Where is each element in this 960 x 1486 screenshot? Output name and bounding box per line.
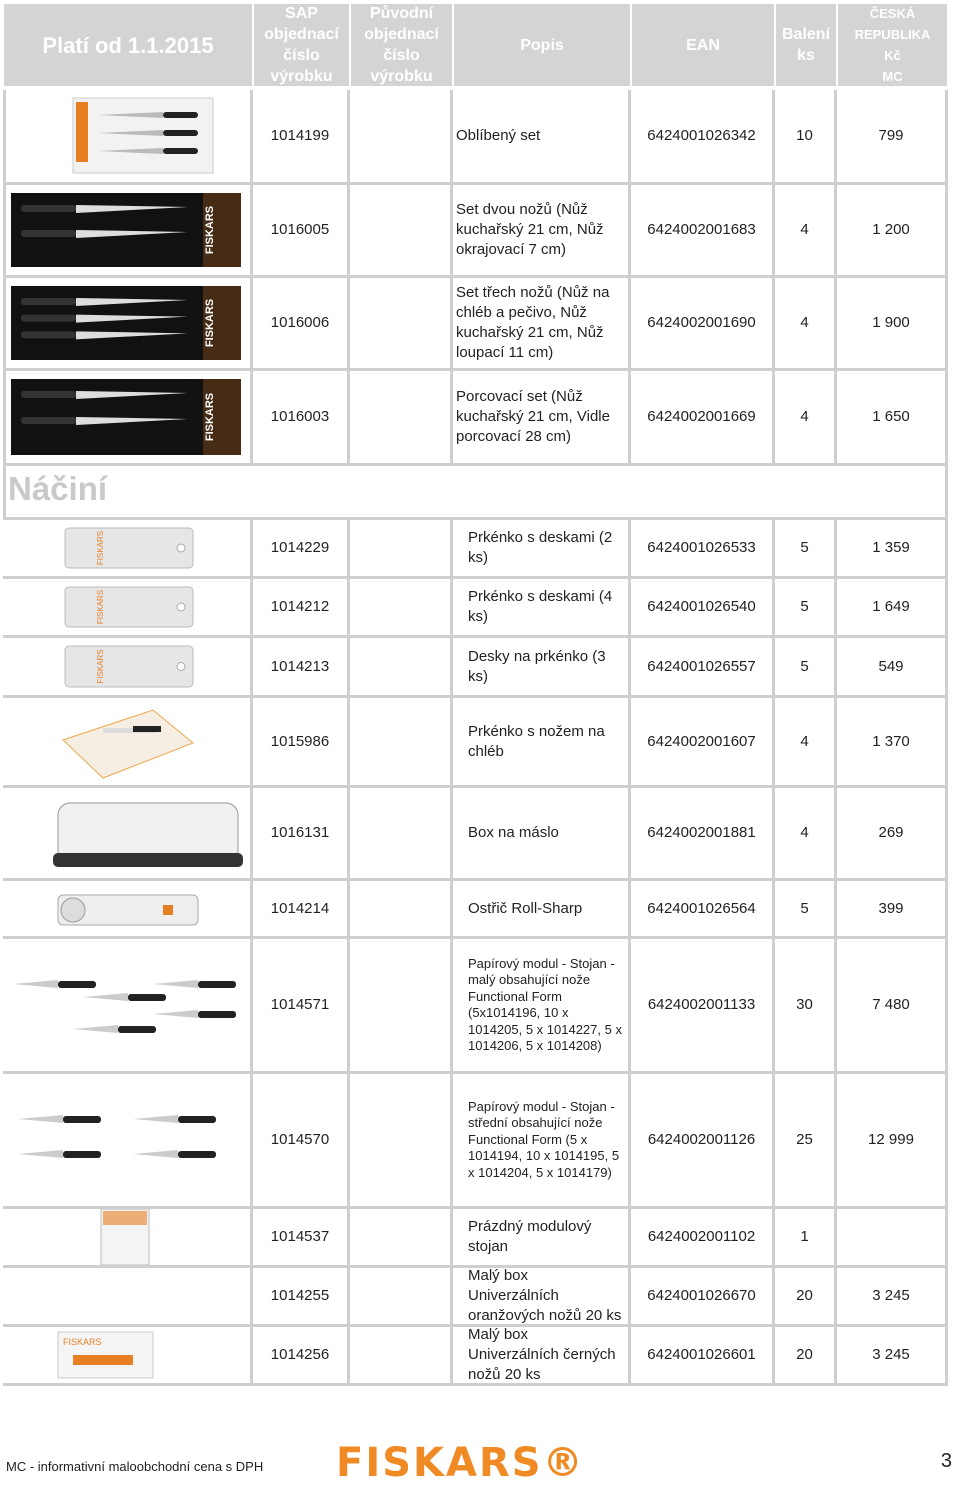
product-image: [3, 90, 253, 185]
sap-number: [253, 638, 350, 698]
sap-number-text: 1014213: [270, 657, 330, 675]
pack-size: [775, 1327, 837, 1386]
description-text: Ostřič Roll-Sharp: [468, 899, 583, 917]
product-image-stand: [3, 1209, 250, 1265]
ean: [631, 1074, 775, 1209]
product-image: [3, 939, 253, 1074]
product-image: [3, 371, 253, 466]
description: [453, 520, 631, 579]
price-text: 12 999: [868, 1131, 914, 1148]
pack-size: [775, 939, 837, 1074]
svg-text:FISKARS: FISKARS: [204, 298, 216, 348]
product-image: [3, 788, 253, 881]
product-image-board: [3, 579, 250, 635]
ean-text: 6424001026557: [647, 657, 756, 675]
sap-number-header: SAP objednací číslo výrobku: [253, 3, 350, 87]
ean-text: 6424002001669: [647, 408, 756, 425]
original-number: [350, 1268, 453, 1327]
price: [837, 278, 948, 371]
original-number: [350, 371, 453, 466]
price-text: 1 649: [872, 598, 910, 615]
svg-text:FISKARS: FISKARS: [96, 589, 105, 625]
svg-text:FISKARS: FISKARS: [204, 392, 216, 442]
product-image-two-knife-pack: [3, 185, 250, 275]
ean: [631, 579, 775, 638]
product-image-carving-pack: [3, 371, 250, 463]
price-text: 1 200: [872, 221, 910, 238]
pack-size: [775, 90, 837, 185]
pack-size-text: 5: [800, 657, 809, 675]
description-text: Oblíbený set: [456, 127, 541, 144]
description-text: Malý box Univerzálních černých nožů 20 ks: [468, 1326, 616, 1383]
description: [453, 278, 631, 371]
sap-number-text: 1015986: [270, 732, 330, 750]
price-text: 1 359: [872, 539, 910, 556]
ean: [631, 90, 775, 185]
table-header: [0, 0, 960, 90]
ean-text: 6424002001133: [647, 996, 756, 1013]
page-number: 3: [940, 1450, 952, 1472]
description-text: Prkénko s nožem na chléb: [468, 722, 605, 760]
pack-size: [775, 1074, 837, 1209]
product-image-board: [3, 520, 250, 576]
sap-number: [253, 278, 350, 371]
description-text: Porcovací set (Nůž kuchařský 21 cm, Vidle porcovací 28 cm): [456, 388, 610, 445]
ean-text: 6424002001102: [647, 1228, 756, 1245]
price: [837, 579, 948, 638]
ean-text: 6424001026564: [647, 899, 756, 917]
pack-size: [775, 520, 837, 579]
ean-text: 6424001026540: [647, 598, 756, 615]
price-text: 799: [878, 127, 904, 144]
product-image: [3, 278, 253, 371]
original-number: [350, 939, 453, 1074]
description-text: Malý box Univerzálních oranžových nožů 20 ks: [468, 1267, 622, 1324]
ean-text: 6424001026342: [647, 127, 756, 144]
pack-size: [775, 371, 837, 466]
description: [453, 939, 631, 1074]
sap-number: [253, 698, 350, 788]
section-title: Náčiní: [8, 470, 108, 507]
svg-text:FISKARS: FISKARS: [96, 530, 105, 566]
pack-size-text: 4: [800, 314, 809, 331]
original-number: [350, 698, 453, 788]
description-text: Box na máslo: [468, 824, 559, 841]
price: [837, 939, 948, 1074]
original-number: [350, 1209, 453, 1268]
description: [453, 1268, 631, 1327]
ean: [631, 638, 775, 698]
product-image: [3, 1209, 253, 1268]
product-image-small-box: [3, 1327, 250, 1383]
product-image: [3, 185, 253, 278]
pack-size: [775, 579, 837, 638]
price: [837, 1074, 948, 1209]
currency-label: Kč: [884, 48, 901, 63]
description-text: Prkénko s deskami (4 ks): [468, 588, 613, 625]
sap-number-text: 1014212: [270, 598, 330, 615]
price-text: 3 245: [872, 1346, 910, 1363]
ean-text: 6424002001881: [647, 824, 756, 841]
valid-from-header: Platí od 1.1.2015: [3, 3, 253, 87]
ean: [631, 371, 775, 466]
ean: [631, 939, 775, 1074]
ean: [631, 278, 775, 371]
pack-size: [775, 1209, 837, 1268]
price-text: 1 650: [872, 408, 910, 425]
ean-text: 6424001026601: [647, 1346, 756, 1363]
pack-size-text: 4: [800, 408, 809, 425]
sap-number: [253, 881, 350, 939]
pack-size-text: 4: [800, 221, 809, 238]
product-image-knives-4: [3, 939, 250, 1071]
sap-number: [253, 939, 350, 1074]
price: [837, 1209, 948, 1268]
svg-text:FISKARS: FISKARS: [96, 649, 105, 684]
svg-text:FISKARS: FISKARS: [204, 205, 216, 255]
product-image: [3, 698, 253, 788]
sap-number: [253, 788, 350, 881]
ean-header: EAN: [631, 3, 775, 87]
original-number: [350, 638, 453, 698]
original-number-header: Původní objednací číslo výrobku: [350, 3, 453, 87]
sap-number-text: 1014256: [270, 1346, 330, 1363]
price-text: 1 900: [872, 314, 910, 331]
sap-number: [253, 185, 350, 278]
sap-number-text: 1014255: [270, 1287, 330, 1304]
ean-text: 6424002001683: [647, 221, 756, 238]
ean-text: 6424001026670: [647, 1287, 756, 1304]
ean: [631, 520, 775, 579]
pack-size-text: 5: [800, 539, 809, 556]
sap-number: [253, 1327, 350, 1386]
description: [453, 1209, 631, 1268]
ean: [631, 881, 775, 939]
original-number: [350, 520, 453, 579]
pack-size-text: 4: [800, 732, 809, 750]
pack-size-text: 10: [796, 127, 813, 144]
price-text: 3 245: [872, 1287, 910, 1304]
original-number: [350, 1327, 453, 1386]
description: [453, 185, 631, 278]
description-text: Prkénko s deskami (2 ks): [468, 529, 613, 566]
pack-size: [775, 788, 837, 881]
sap-number-text: 1016131: [270, 824, 330, 841]
table-left-border: [3, 90, 6, 466]
product-image: [3, 520, 253, 579]
price: [837, 881, 948, 939]
ean: [631, 698, 775, 788]
sap-number: [253, 520, 350, 579]
product-image: [3, 1327, 253, 1386]
pack-size: [775, 881, 837, 939]
product-image-board-knife: [3, 698, 250, 785]
price-header: [837, 3, 948, 87]
ean: [631, 1268, 775, 1327]
product-image: [3, 881, 253, 939]
description: [453, 698, 631, 788]
price: [837, 638, 948, 698]
product-image-board: [3, 638, 250, 695]
price: [837, 371, 948, 466]
sap-number-text: 1016003: [270, 408, 330, 425]
product-image: [3, 1074, 253, 1209]
section-divider: [3, 466, 948, 520]
price: [837, 1327, 948, 1386]
ean: [631, 1209, 775, 1268]
sap-number-text: 1016005: [270, 221, 330, 238]
sap-number: [253, 1209, 350, 1268]
original-number: [350, 579, 453, 638]
footer-note: MC - informativní maloobchodní cena s DPH: [6, 1459, 264, 1474]
description-text: Set třech nožů (Nůž na chléb a pečivo, Nůž kuchařský 21 cm, Nůž loupací 11 cm): [456, 284, 610, 361]
original-number: [350, 788, 453, 881]
price: [837, 788, 948, 881]
product-image-butter-box: [3, 788, 250, 878]
description-text: Papírový modul - Stojan - střední obsahující nože Functional Form (5 x 1014194, 10 x 1014195, 5 x 1014204, 5 x 1014179): [468, 1098, 620, 1180]
price-text: 269: [878, 824, 904, 841]
ean: [631, 1327, 775, 1386]
ean-text: 6424002001690: [647, 314, 756, 331]
description-text: Desky na prkénko (3 ks): [468, 647, 606, 685]
product-image: [3, 638, 253, 698]
price: [837, 90, 948, 185]
pack-size-text: 20: [796, 1287, 813, 1304]
description-text: Set dvou nožů (Nůž kuchařský 21 cm, Nůž okrajovací 7 cm): [456, 201, 604, 258]
pack-size-text: 20: [796, 1346, 813, 1363]
sap-number: [253, 579, 350, 638]
price: [837, 1268, 948, 1327]
price: [837, 185, 948, 278]
product-image-knives-3: [3, 1074, 250, 1206]
pack-size-text: 5: [800, 899, 809, 917]
svg-text:FISKARS: FISKARS: [63, 1337, 102, 1347]
price: [837, 698, 948, 788]
sap-number-text: 1014229: [270, 539, 330, 556]
price-text: 1 370: [872, 732, 910, 750]
ean-text: 6424002001126: [647, 1131, 756, 1148]
pack-size: [775, 278, 837, 371]
original-number: [350, 185, 453, 278]
description: [453, 638, 631, 698]
pack-header: Balení ks: [775, 3, 837, 87]
pack-size: [775, 185, 837, 278]
ean-text: 6424002001607: [647, 732, 756, 750]
sap-number-text: 1014214: [270, 899, 330, 917]
pack-size: [775, 1268, 837, 1327]
description: [453, 881, 631, 939]
pack-size-text: 25: [796, 1131, 813, 1148]
pack-size-text: 4: [800, 824, 809, 841]
sap-number: [253, 371, 350, 466]
description-header: Popis: [453, 3, 631, 87]
price-text: 7 480: [872, 996, 910, 1013]
sap-number-text: 1016006: [270, 314, 330, 331]
ean: [631, 185, 775, 278]
product-image-sharpener: [3, 881, 250, 936]
product-image: [3, 1268, 253, 1327]
description: [453, 579, 631, 638]
sap-number: [253, 1268, 350, 1327]
sap-number-text: 1014571: [270, 996, 330, 1013]
pack-size-text: 1: [800, 1228, 809, 1245]
product-image-three-knife-pack: [3, 278, 250, 368]
sap-number: [253, 1074, 350, 1209]
description: [453, 788, 631, 881]
country-label: ČESKÁ REPUBLIKA: [854, 6, 931, 42]
description: [453, 371, 631, 466]
fiskars-logo: FISKARS®: [336, 1440, 585, 1486]
price-text: 549: [878, 657, 904, 675]
description: [453, 1327, 631, 1386]
pack-size: [775, 638, 837, 698]
original-number: [350, 881, 453, 939]
sap-number-text: 1014570: [270, 1131, 330, 1148]
sap-number-text: 1014537: [270, 1228, 330, 1245]
product-image-knives-set: [3, 90, 250, 182]
description: [453, 1074, 631, 1209]
pack-size-text: 30: [796, 996, 813, 1013]
price: [837, 520, 948, 579]
original-number: [350, 278, 453, 371]
description: [453, 90, 631, 185]
price-text: 399: [878, 899, 904, 917]
ean: [631, 788, 775, 881]
ean-text: 6424001026533: [647, 539, 756, 556]
original-number: [350, 90, 453, 185]
description-text: Prázdný modulový stojan: [468, 1218, 592, 1255]
pack-size-text: 5: [800, 598, 809, 615]
sap-number: [253, 90, 350, 185]
mc-label: MC: [882, 69, 903, 84]
product-image: [3, 579, 253, 638]
description-text: Papírový modul - Stojan - malý obsahující nože Functional Form (5x1014196, 10 x 1014205, 5 x 1014227, 5 x 1014206, 5 x 1014208): [468, 955, 622, 1053]
sap-number-text: 1014199: [270, 127, 330, 144]
original-number: [350, 1074, 453, 1209]
pack-size: [775, 698, 837, 788]
